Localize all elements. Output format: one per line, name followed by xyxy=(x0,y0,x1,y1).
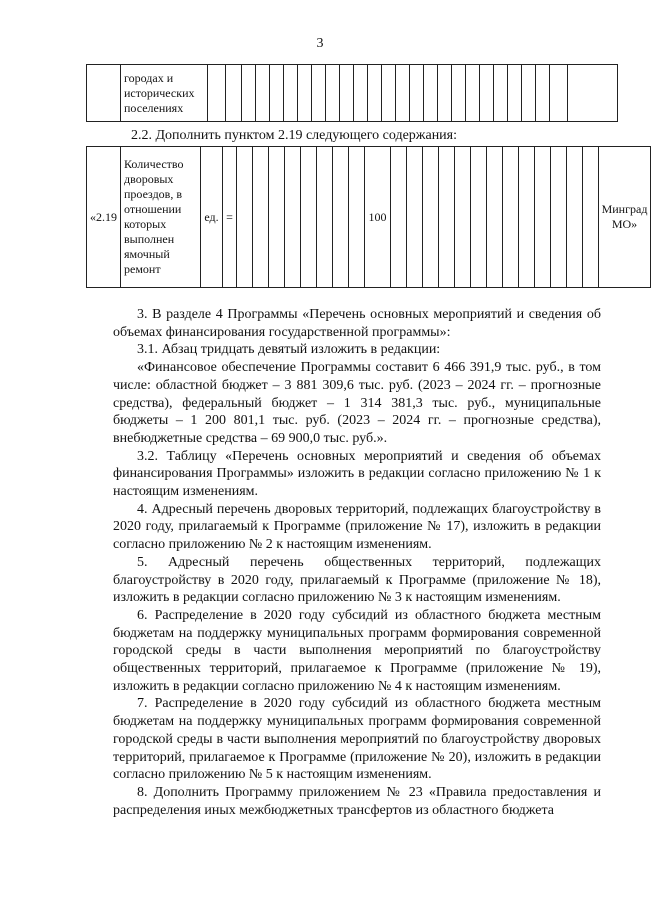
table-row xyxy=(87,147,651,288)
executor-cell: Минград МО» xyxy=(599,147,651,288)
new-row-table xyxy=(86,146,651,288)
paragraph: 3.2. Таблицу «Перечень основных мероприятий и сведения об объемах финансирования Программы» изложить в редакции согласно приложению № 1 к настоящим изменениям. xyxy=(113,448,601,500)
indicator-name: Количество дворовых проездов, в отношении которых выполнен ямочный ремонт xyxy=(124,157,184,276)
section-heading: 2.2. Дополнить пунктом 2.19 следующего содержания: xyxy=(131,128,458,143)
row-text: городах и исторических поселениях xyxy=(124,70,195,115)
paragraph: «Финансовое обеспечение Программы составит 6 466 391,9 тыс. руб., в том числе: областной бюджет – 3 881 309,6 тыс. руб. (2023 – 2024 гг. – прогнозные средства), федеральный бюджет – 1 314 381,3 тыс. руб., муниципальные бюджеты – 1 200 801,1 тыс. руб. (2023 – 2024 гг. – прогнозные средства), внебюджетные средства – 69 900,0 тыс. руб.». xyxy=(113,360,601,446)
paragraph: 5. Адресный перечень общественных территорий, подлежащих благоустройству в 2020 году, прилагаемый к Программе (приложение № 18), изложить в редакции согласно приложению № 3 к настоящим изменениям. xyxy=(113,554,601,606)
paragraph: 7. Распределение в 2020 году субсидий из областного бюджета местным бюджетам на поддержку муниципальных программ формирования современной городской среды в части выполнения мероприятий по благоустройству дворовых территорий, прилагаемое к Программе (приложение № 20), изложить в редакции согласно приложению № 5 к настоящим изменениям. xyxy=(113,696,601,783)
paragraph: 4. Адресный перечень дворовых территорий, подлежащих благоустройству в 2020 году, прилагаемый к Программе (приложение № 17), изложить в редакции согласно приложению № 2 к настоящим изменениям. xyxy=(113,501,601,553)
continued-table xyxy=(86,64,618,122)
paragraph: 3. В разделе 4 Программы «Перечень основных мероприятий и сведения об объемах финансирования государственной программы»: xyxy=(113,307,601,340)
paragraph: 3.1. Абзац тридцать девятый изложить в редакции: xyxy=(137,342,441,358)
row-number: «2.19 xyxy=(87,147,121,288)
paragraph: 8. Дополнить Программу приложением № 23 «Правила предоставления и распределения иных межбюджетных трансфертов из областного бюджета xyxy=(113,784,601,818)
table-row xyxy=(87,65,618,122)
value-cell: 100 xyxy=(365,147,391,288)
sign-cell: = xyxy=(223,147,237,288)
paragraph: 6. Распределение в 2020 году субсидий из областного бюджета местным бюджетам на поддержку муниципальных программ формирования современной городской среды в части выполнения мероприятий по благоустройству общественных территорий, прилагаемое к Программе (приложение № 19), изложить в редакции согласно приложению № 4 к настоящим изменениям. xyxy=(113,607,601,694)
document-body xyxy=(113,306,601,819)
table-cell xyxy=(121,147,201,288)
table-cell xyxy=(121,65,208,122)
table-cell xyxy=(87,65,121,122)
unit-cell: ед. xyxy=(201,147,223,288)
page-number: 3 xyxy=(316,36,324,51)
